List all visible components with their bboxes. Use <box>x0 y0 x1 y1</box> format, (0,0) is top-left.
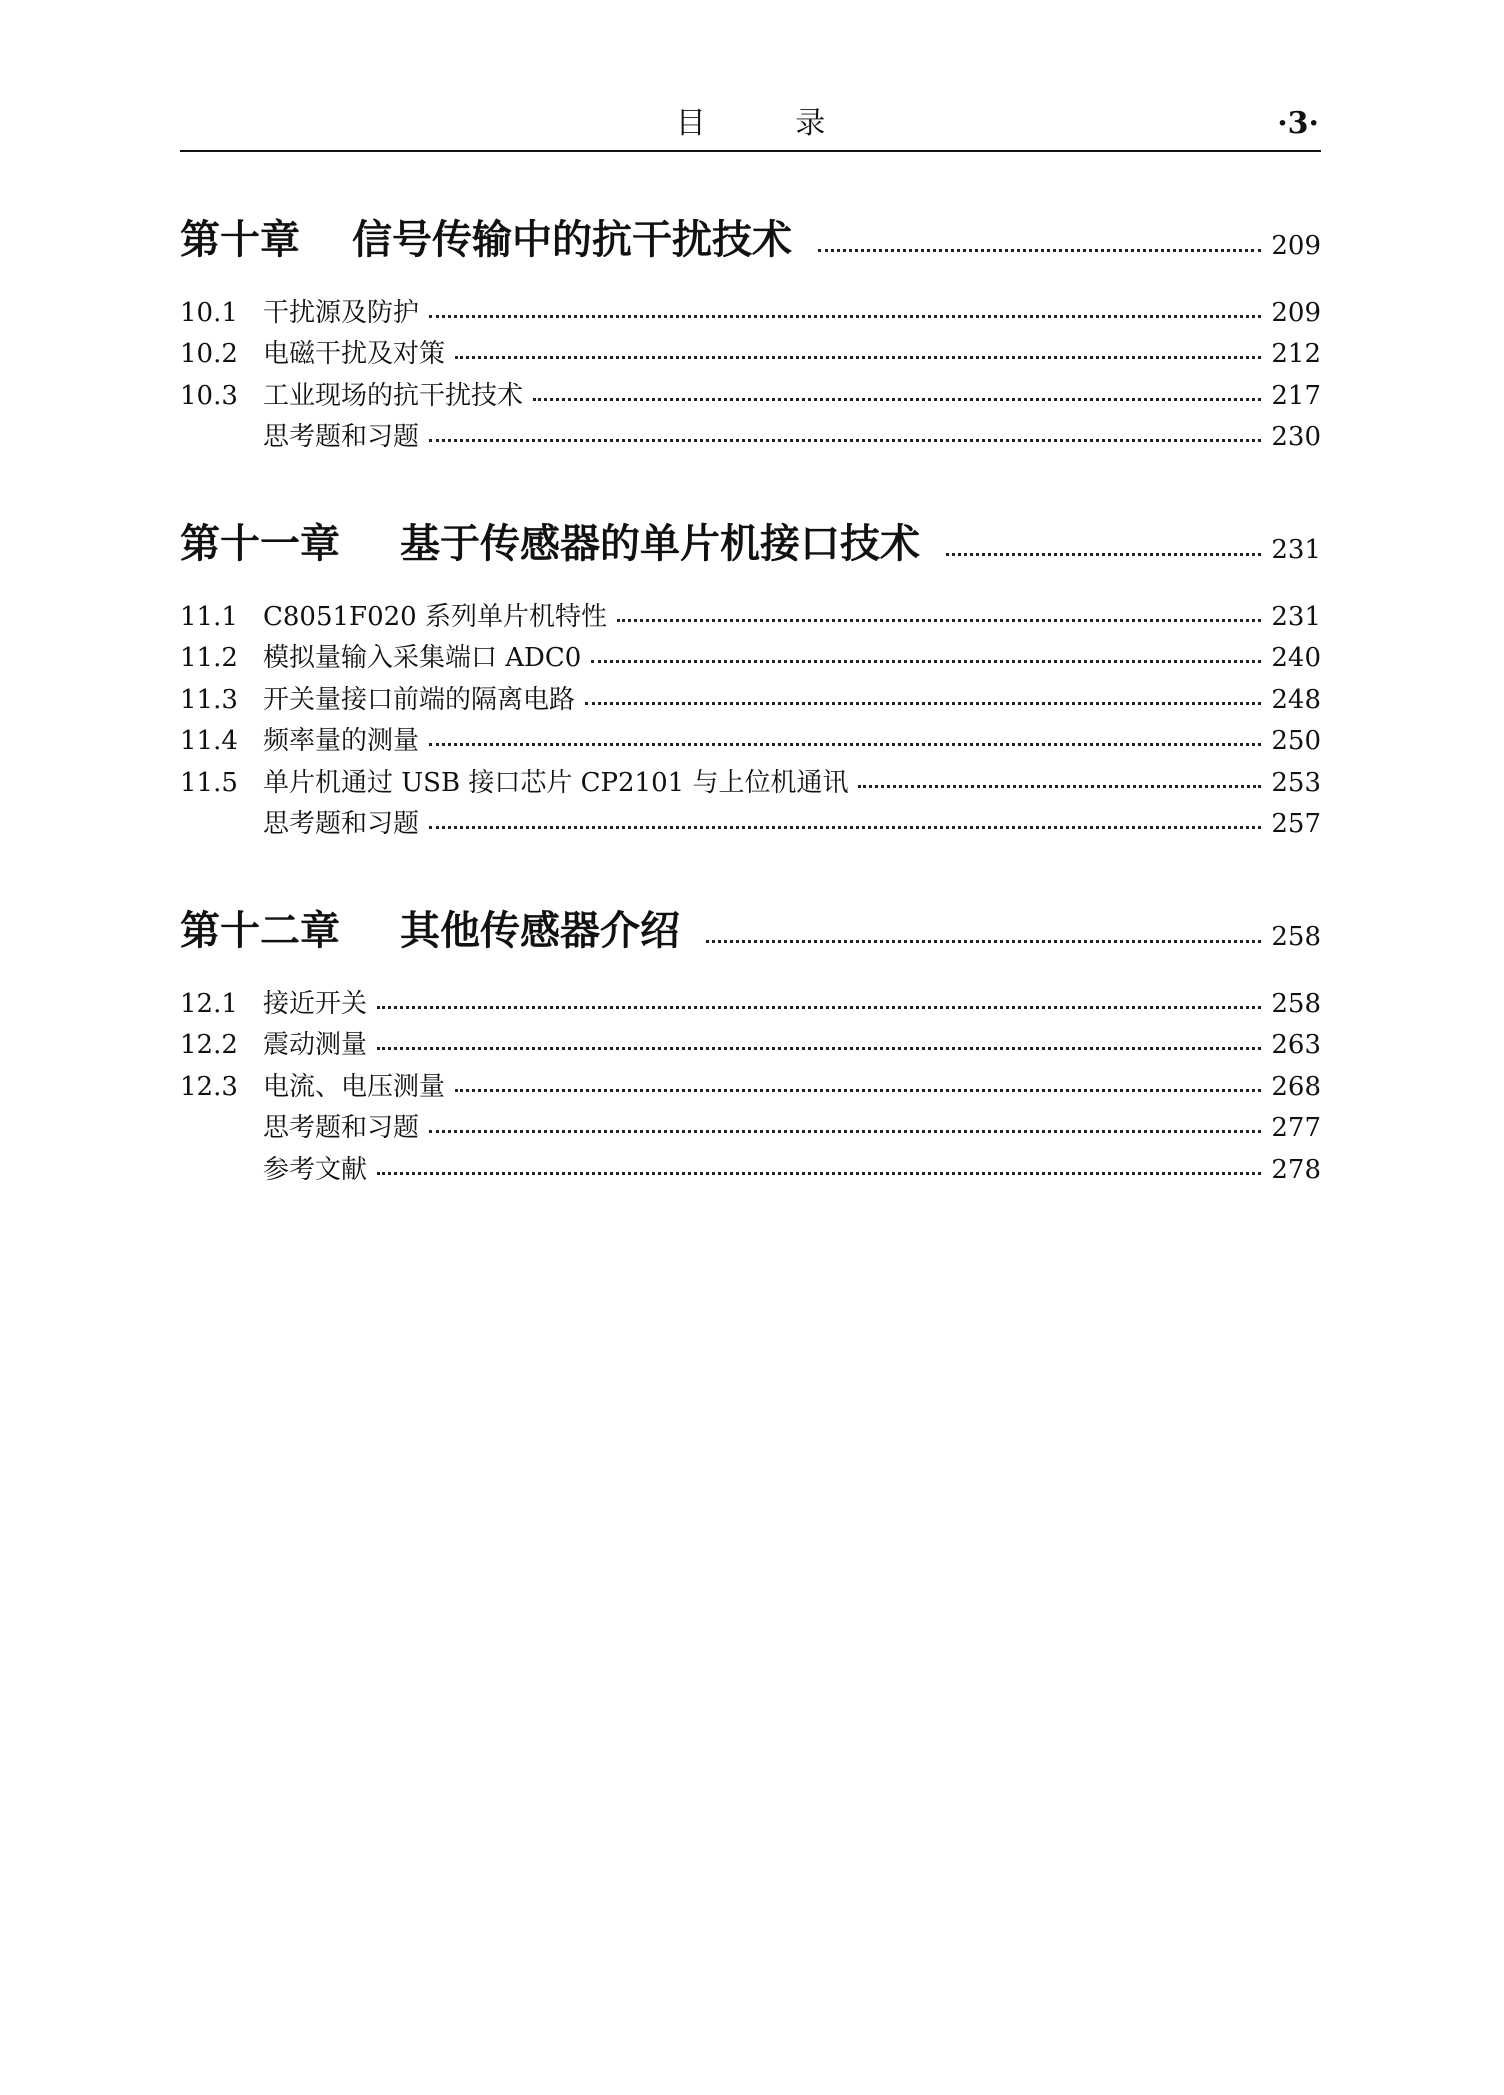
section-title: 思考题和习题 <box>263 1113 420 1143</box>
toc-section-entry[interactable] <box>180 981 1321 1023</box>
section-page: 248 <box>1271 684 1321 715</box>
dot-leader <box>617 619 1261 622</box>
dot-leader <box>429 1130 1261 1133</box>
section-page: 278 <box>1271 1154 1321 1185</box>
toc-section-entry[interactable] <box>180 594 1321 636</box>
section-page: 250 <box>1271 726 1321 756</box>
toc-chapter <box>180 508 1321 843</box>
toc-section-entry[interactable] <box>180 760 1321 802</box>
section-title: 工业现场的抗干扰技术 <box>263 380 524 411</box>
chapter-title: 信号传输中的抗干扰技术 <box>352 217 792 263</box>
toc-section-entry[interactable] <box>180 1023 1321 1065</box>
section-title: 电磁干扰及对策 <box>263 339 446 369</box>
section-page: 253 <box>1271 767 1321 798</box>
chapter-number: 第十章 <box>180 217 300 263</box>
section-page: 212 <box>1271 339 1321 369</box>
section-page: 217 <box>1271 380 1321 411</box>
dot-leader <box>585 702 1261 705</box>
dot-leader <box>706 940 1261 943</box>
chapter-page: 209 <box>1271 231 1321 261</box>
section-title: 干扰源及防护 <box>263 297 420 328</box>
toc-section-entry[interactable] <box>180 290 1321 332</box>
toc-section-entry[interactable] <box>180 636 1321 678</box>
dot-leader <box>858 785 1261 788</box>
toc-section-entry[interactable] <box>180 1147 1321 1189</box>
section-page: 263 <box>1271 1030 1321 1060</box>
header-rule <box>180 150 1321 152</box>
toc-section-entry[interactable] <box>180 373 1321 415</box>
section-page: 209 <box>1271 297 1321 328</box>
section-title: 频率量的测量 <box>263 726 420 756</box>
dot-leader <box>455 356 1261 359</box>
chapter-page: 258 <box>1271 922 1321 952</box>
chapter-title: 基于传感器的单片机接口技术 <box>400 521 920 567</box>
section-number: 11.1 <box>180 601 238 632</box>
section-page: 240 <box>1271 643 1321 673</box>
section-number: 12.3 <box>180 1071 238 1102</box>
chapter-entry[interactable] <box>180 895 1321 959</box>
section-title: 震动测量 <box>263 1030 368 1060</box>
toc-page <box>180 100 1321 1189</box>
toc-section-entry[interactable] <box>180 415 1321 457</box>
dot-leader <box>429 439 1261 442</box>
dot-leader <box>429 743 1261 746</box>
section-title: 模拟量输入采集端口 ADC0 <box>263 643 582 673</box>
dot-leader <box>533 398 1261 401</box>
dot-leader <box>818 249 1261 252</box>
chapter-number: 第十一章 <box>180 521 340 567</box>
dot-leader <box>377 1047 1261 1050</box>
toc-section-entry[interactable] <box>180 1106 1321 1148</box>
section-page: 257 <box>1271 809 1321 839</box>
dot-leader <box>377 1006 1261 1009</box>
section-number: 12.1 <box>180 988 238 1019</box>
section-number: 10.1 <box>180 297 238 328</box>
dot-leader <box>429 826 1261 829</box>
section-number: 11.3 <box>180 684 238 715</box>
dot-leader <box>946 553 1261 556</box>
section-number: 11.5 <box>180 767 238 798</box>
chapter-number: 第十二章 <box>180 908 340 954</box>
section-title: 思考题和习题 <box>263 422 420 452</box>
toc-section-entry[interactable] <box>180 332 1321 374</box>
section-title: 参考文献 <box>263 1154 368 1185</box>
section-number: 11.2 <box>180 643 238 673</box>
folio-page-number: ·3· <box>1277 106 1319 141</box>
toc-section-entry[interactable] <box>180 802 1321 844</box>
chapter-entry[interactable] <box>180 508 1321 572</box>
section-title: 电流、电压测量 <box>263 1071 446 1102</box>
section-number: 10.2 <box>180 339 238 369</box>
section-page: 277 <box>1271 1113 1321 1143</box>
dot-leader <box>591 660 1261 663</box>
section-page: 231 <box>1271 601 1321 632</box>
running-title: 目 录 <box>675 106 866 141</box>
running-header <box>180 100 1321 152</box>
section-number: 11.4 <box>180 726 238 756</box>
section-page: 268 <box>1271 1071 1321 1102</box>
toc-section-entry[interactable] <box>180 677 1321 719</box>
chapter-page: 231 <box>1271 535 1321 565</box>
toc-chapter <box>180 895 1321 1189</box>
section-number: 10.3 <box>180 380 238 411</box>
section-page: 258 <box>1271 988 1321 1019</box>
section-title: C8051F020 系列单片机特性 <box>263 601 607 632</box>
dot-leader <box>377 1172 1261 1175</box>
section-number: 12.2 <box>180 1030 238 1060</box>
section-title: 接近开关 <box>263 988 368 1019</box>
toc-chapter <box>180 204 1321 456</box>
section-title: 开关量接口前端的隔离电路 <box>263 684 576 715</box>
section-title: 思考题和习题 <box>263 809 420 839</box>
chapter-title: 其他传感器介绍 <box>400 908 680 954</box>
dot-leader <box>429 315 1261 318</box>
toc-section-entry[interactable] <box>180 1064 1321 1106</box>
section-page: 230 <box>1271 422 1321 452</box>
toc-section-entry[interactable] <box>180 719 1321 761</box>
dot-leader <box>455 1089 1261 1092</box>
section-title: 单片机通过 USB 接口芯片 CP2101 与上位机通讯 <box>263 767 849 798</box>
chapter-entry[interactable] <box>180 204 1321 268</box>
